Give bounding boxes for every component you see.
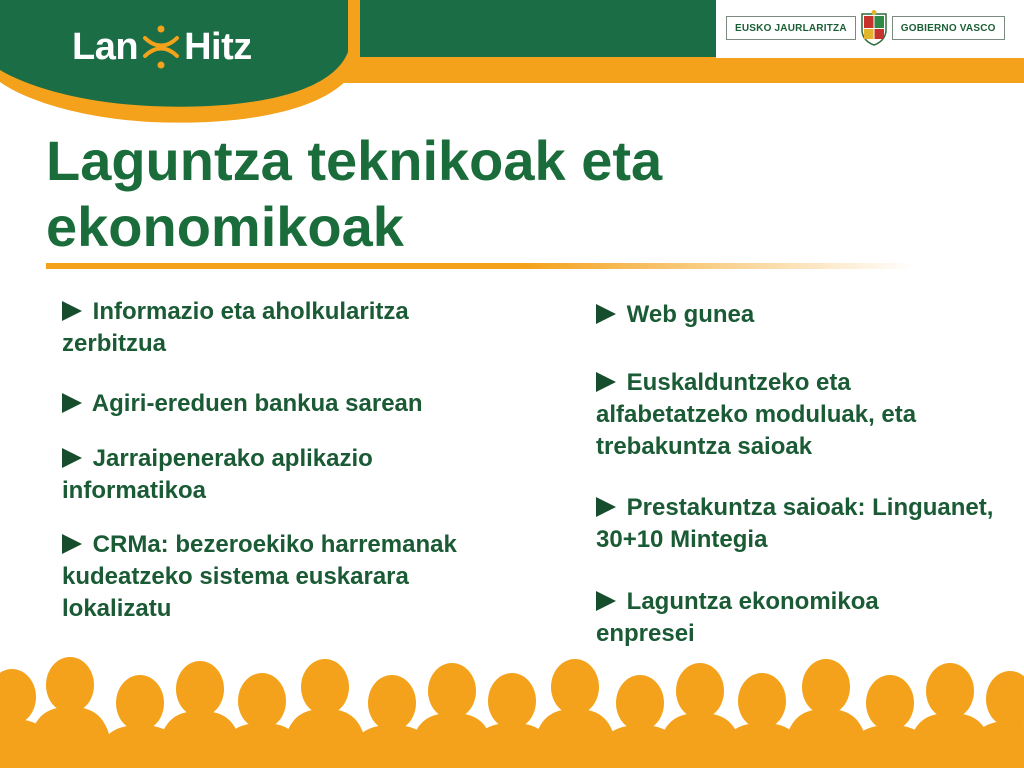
logo-text-lan: Lan [72, 25, 139, 68]
crowd-head [802, 659, 850, 715]
crowd-head [46, 657, 94, 713]
crowd-head [368, 675, 416, 731]
crowd-silhouette [0, 645, 1024, 768]
triangle-bullet-icon [62, 393, 82, 413]
crowd-head [551, 659, 599, 715]
bullet-item [596, 299, 996, 331]
crowd-head [0, 669, 36, 725]
triangle-bullet-icon [596, 591, 616, 611]
bullet-text: Prestakuntza saioak: Linguanet, 30+10 Mintegia [596, 494, 994, 553]
bullet-item [596, 586, 956, 650]
bullet-text: Agiri-ereduen bankua sarean [91, 390, 423, 417]
lanhitz-logo-icon [141, 22, 181, 72]
crowd-head [926, 663, 974, 719]
triangle-bullet-icon [596, 372, 616, 392]
bullet-text: Laguntza ekonomikoa enpresei [596, 588, 879, 647]
crowd-head [866, 675, 914, 731]
government-logo [726, 10, 1012, 46]
triangle-bullet-icon [62, 448, 82, 468]
bullet-text: Web gunea [626, 301, 755, 328]
bullet-item [62, 296, 502, 360]
crowd-head [238, 673, 286, 729]
triangle-bullet-icon [62, 534, 82, 554]
government-label-basque: EUSKO JAURLARITZA [726, 16, 856, 40]
slide-title: Laguntza teknikoak eta ekonomikoak [46, 129, 663, 258]
crowd-head [301, 659, 349, 715]
bullet-text: Euskalduntzeko eta alfabetatzeko moduluak, eta trebakuntza saioak [596, 369, 917, 460]
title-underline [46, 263, 916, 269]
bullet-text: Informazio eta aholkularitza zerbitzua [62, 298, 409, 357]
government-label-spanish: GOBIERNO VASCO [892, 16, 1005, 40]
bullet-item [596, 492, 996, 556]
triangle-bullet-icon [596, 497, 616, 517]
crowd-head [428, 663, 476, 719]
bullet-item [62, 388, 502, 420]
crowd-head [488, 673, 536, 729]
crowd-head [676, 663, 724, 719]
basque-coat-of-arms-icon [858, 10, 890, 46]
crowd-head [116, 675, 164, 731]
triangle-bullet-icon [62, 301, 82, 321]
crowd-head [616, 675, 664, 731]
bullet-text: CRMa: bezeroekiko harremanak kudeatzeko sistema euskarara lokalizatu [62, 531, 457, 622]
crowd-head [176, 661, 224, 717]
crowd-head [986, 671, 1024, 727]
bullet-item [596, 367, 956, 463]
triangle-bullet-icon [596, 304, 616, 324]
bullet-text: Jarraipenerako aplikazio informatikoa [62, 445, 373, 504]
crowd-head [738, 673, 786, 729]
bullet-item [62, 529, 482, 625]
bullet-item [62, 443, 462, 507]
logo-text-hitz: Hitz [184, 25, 252, 68]
lanhitz-logo [72, 22, 252, 72]
